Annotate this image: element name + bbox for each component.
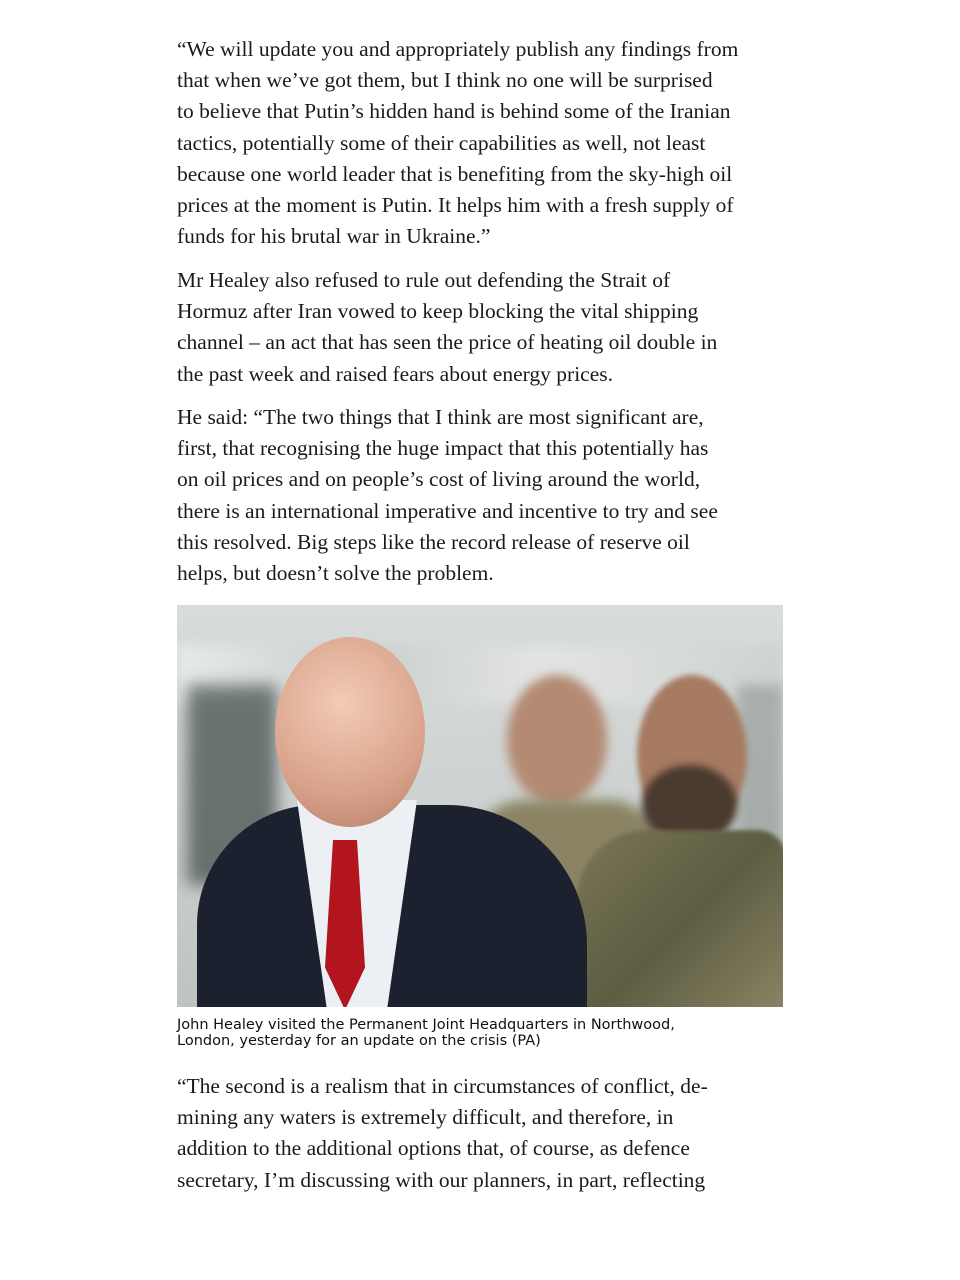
article-photo (177, 605, 783, 1007)
text-line: Mr Healey also refused to rule out defending the Strait of (177, 268, 671, 292)
text-line: “We will update you and appropriately publish any findings from (177, 37, 739, 61)
text-line: channel – an act that has seen the price of heating oil double in (177, 330, 718, 355)
text-line: because one world leader that is benefiting from the sky-high oil (177, 161, 733, 186)
text-line: first, that recognising the huge impact that this potentially has (177, 436, 709, 461)
text-line: addition to the additional options that, of course, as defence (177, 1136, 690, 1161)
caption-line: John Healey visited the Permanent Joint Headquarters in Northwood, (177, 1017, 675, 1033)
text-line: tactics, potentially some of their capabilities as well, not least (177, 130, 706, 155)
text-line: on oil prices and on people’s cost of living around the world, (177, 467, 701, 492)
text-line: that when we’ve got them, but I think no one will be surprised (177, 68, 713, 93)
text-line: Hormuz after Iran vowed to keep blocking the vital shipping (177, 299, 699, 324)
text-line: mining any waters is extremely difficult, and therefore, in (177, 1105, 674, 1130)
soldier-uniform (577, 830, 783, 1007)
article-paragraph (177, 265, 797, 390)
photo-caption (177, 1017, 797, 1049)
text-line: there is an international imperative and incentive to try and see (177, 498, 718, 523)
text-line: prices at the moment is Putin. It helps him with a fresh supply of (177, 193, 734, 218)
text-line: to believe that Putin’s hidden hand is behind some of the Iranian (177, 99, 731, 124)
caption-line: London, yesterday for an update on the crisis (PA) (177, 1033, 541, 1049)
article-paragraph (177, 1071, 797, 1196)
text-line: this resolved. Big steps like the record release of reserve oil (177, 529, 690, 554)
text-line: helps, but doesn’t solve the problem. (177, 561, 494, 586)
text-line: funds for his brutal war in Ukraine.” (177, 224, 491, 249)
text-line: “The second is a realism that in circumstances of conflict, de- (177, 1074, 708, 1098)
text-line: He said: “The two things that I think are most significant are, (177, 405, 704, 429)
man-head (275, 637, 425, 827)
soldier-head (507, 675, 607, 805)
article-paragraph (177, 34, 797, 252)
article-paragraph (177, 402, 797, 589)
text-line: the past week and raised fears about energy prices. (177, 361, 613, 386)
text-line: secretary, I’m discussing with our planners, in part, reflecting (177, 1167, 706, 1192)
